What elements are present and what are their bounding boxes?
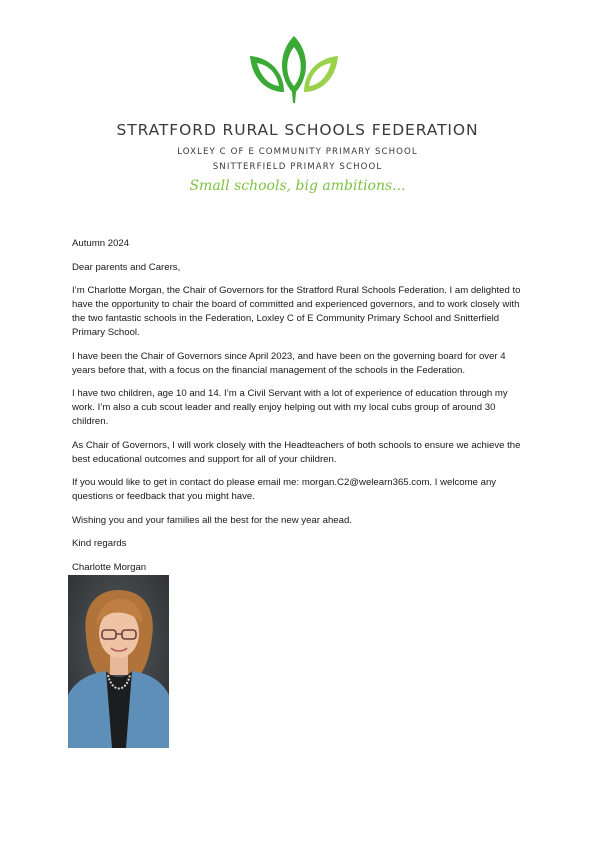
letter-salutation: Dear parents and Carers, xyxy=(72,261,181,273)
leaf-logo-icon xyxy=(244,34,344,104)
letter-signature: Charlotte Morgan xyxy=(72,561,147,573)
letter-closing: Kind regards xyxy=(72,538,127,549)
school-name-snitterfield: SNITTERFIELD PRIMARY SCHOOL xyxy=(212,162,383,172)
letter-paragraph: If you would like to get in contact do please email me: morgan.C2@welearn365.com. I welcome any questions or feedback that you might have. xyxy=(72,477,497,502)
letter-paragraph: As Chair of Governors, I will work closely with the Headteachers of both schools to ensure we achieve the best educational outcomes and support for all of your children. xyxy=(72,439,521,465)
letter-date: Autumn 2024 xyxy=(72,238,130,249)
federation-tagline: Small schools, big ambitions... xyxy=(189,178,406,194)
letter-paragraph: I’m Charlotte Morgan, the Chair of Governors for the Stratford Rural Schools Federation. I am delighted to have the opportunity to chair the board of committed and experienced governors, and to work closely with the two fantastic schools in the Federation, Loxley C of E Community Primary School and Snitterfield Primary School. xyxy=(72,285,521,338)
portrait-photo xyxy=(68,575,169,748)
federation-name: STRATFORD RURAL SCHOOLS FEDERATION xyxy=(116,121,479,139)
school-name-loxley: LOXLEY C OF E COMMUNITY PRIMARY SCHOOL xyxy=(177,147,418,157)
letter-paragraph: Wishing you and your families all the best for the new year ahead. xyxy=(72,514,352,526)
letter-paragraph: I have two children, age 10 and 14. I’m a Civil Servant with a lot of experience of education through my work. I’m also a cub scout leader and really enjoy helping out with my local cubs group of around 30 children. xyxy=(72,388,508,427)
letter-paragraph: I have been the Chair of Governors since April 2023, and have been on the governing board for over 4 years before that, with a focus on the financial management of the schools in the Federation. xyxy=(72,350,506,376)
letter-body xyxy=(72,237,530,584)
